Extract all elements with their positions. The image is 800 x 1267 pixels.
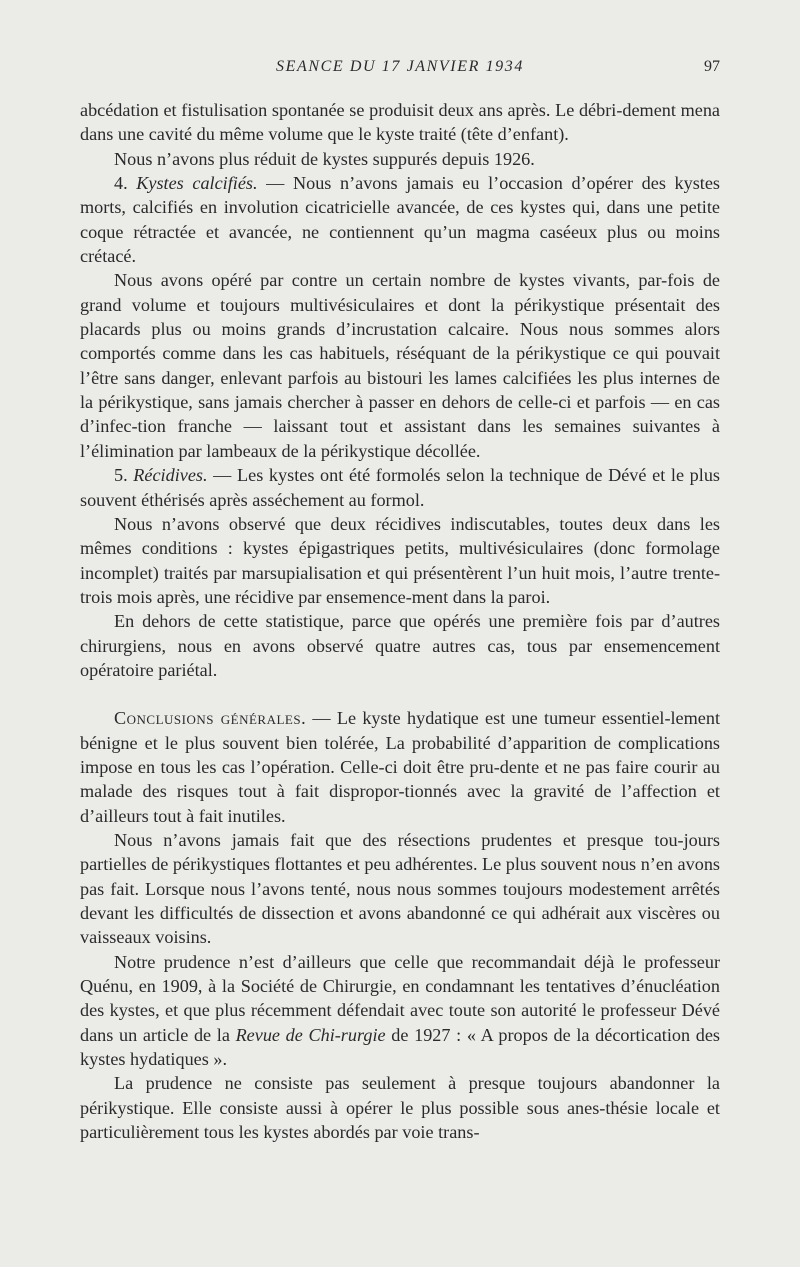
paragraph: 5. Récidives. — Les kystes ont été formolés selon la technique de Dévé et le plus souvent éthérisés après asséchement au formol. [80,465,720,510]
paragraph: Nous n’avons jamais fait que des résections prudentes et presque tou-jours partielles de périkystiques flottantes et peu adhérentes. Le plus souvent nous n’en avons pas fait. Lorsque nous l’avons tenté, nous nous sommes toujours modestement arrêtés devant les difficultés de dissection et avons abandonné ce qui adhérait aux viscères ou vaisseaux voisins. [80,829,720,948]
running-title: SEANCE DU 17 JANVIER 1934 [276,58,524,75]
section-heading: Récidives. [133,465,208,486]
paragraph: 4. Kystes calcifiés. — Nous n’avons jamais eu l’occasion d’opérer des kystes morts, calcifiés en involution cicatricielle avancée, de ces kystes qui, dans une petite coque rétractée et avancée, ne contiennent qu’un magma caséeux plus ou moins crétacé. [80,173,721,267]
running-header [80,58,720,84]
section-heading: Kystes calcifiés. [136,173,258,194]
paragraph: Nous n’avons observé que deux récidives indiscutables, toutes deux dans les mêmes conditions : kystes épigastriques petits, multivésiculaires (donc formolage incomplet) traités par marsupialisation et qui présentèrent l’un huit mois, l’autre trente-trois mois après, une récidive par ensemence-ment dans la paroi. [80,513,720,607]
body-text [80,98,720,1144]
paragraph: Nous avons opéré par contre un certain nombre de kystes vivants, par-fois de grand volume et toujours multivésiculaires et dont la périkystique présentait des placards plus ou moins grands d’incrustation calcaire. Nous nous sommes alors comportés comme dans les cas habituels, réséquant de la périkystique ce qui pouvait l’être sans danger, enlevant parfois au bistouri les lames calcifiées les plus internes de la périkystique, sans jamais chercher à passer en dehors de celle-ci et parfois — en cas d’infec-tion franche — laissant tout et assistant dans les semaines suivantes à l’élimination par lambeaux de la périkystique décollée. [80,270,720,461]
page-number: 97 [704,58,720,75]
paragraph: abcédation et fistulisation spontanée se produisit deux ans après. Le débri-dement mena dans une cavité du même volume que le kyste traité (tête d’enfant). [80,100,720,145]
paragraph: Conclusions générales. — Le kyste hydatique est une tumeur essentiel-lement bénigne et le plus souvent bien tolérée, La probabilité d’apparition de complications impose en tous les cas l’opération. Celle-ci doit être pru-dente et ne pas faire courir au malade des risques tout à fait dispropor-tionnés avec la gravité de l’affection et d’ailleurs tout à fait inutiles. [80,708,720,826]
paragraph: Notre prudence n’est d’ailleurs que celle que recommandait déjà le professeur Quénu, en 1909, à la Société de Chirurgie, en condamnant les tentatives d’énucléation des kystes, et que plus récemment défendait avec toute son autorité le professeur Dévé dans un article de la Revue de Chi-rurgie de 1927 : « A propos de la décortication des kystes hydatiques ». [80,951,721,1070]
paragraph: La prudence ne consiste pas seulement à presque toujours abandonner la périkystique. Elle consiste aussi à opérer le plus possible sous anes-thésie locale et particulièrement tous les kystes abordés par voie trans- [80,1073,720,1143]
paragraph: Nous n’avons plus réduit de kystes suppurés depuis 1926. [114,148,535,169]
paragraph: En dehors de cette statistique, parce que opérés une première fois par d’autres chirurgiens, nous en avons observé quatre autres cas, tous par ensemencement opératoire pariétal. [80,611,720,680]
conclusions-heading: Conclusions générales. [114,708,307,729]
journal-title: Revue de Chi-rurgie [235,1024,386,1045]
